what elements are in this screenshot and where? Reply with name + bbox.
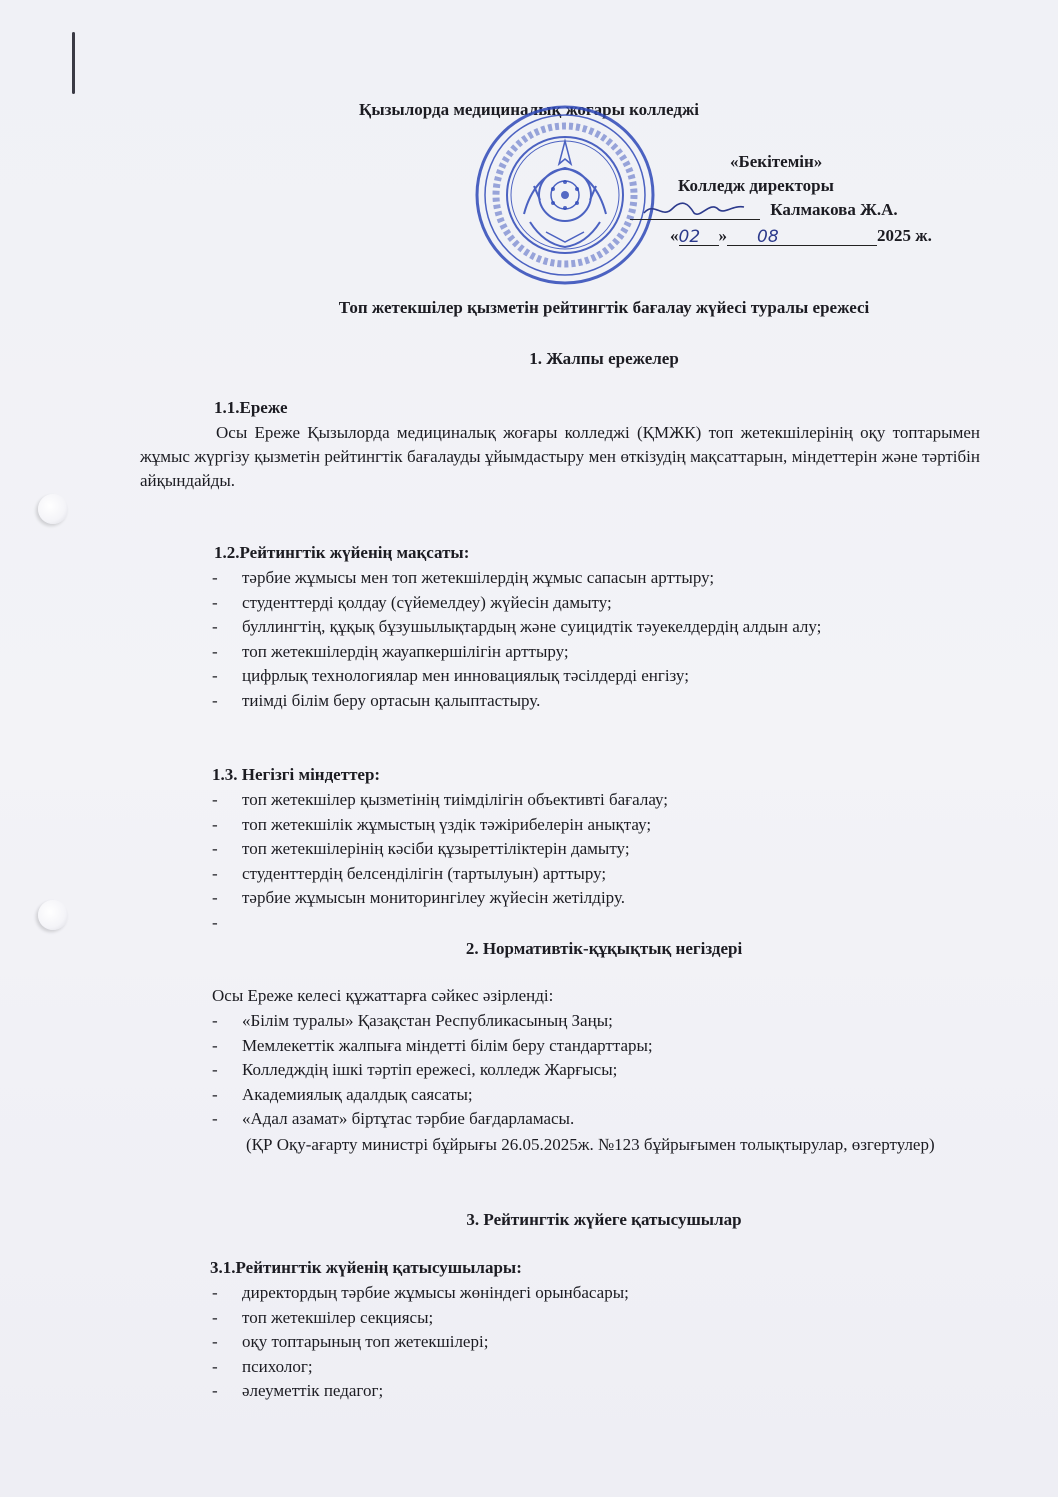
punch-hole — [38, 900, 68, 930]
section-2-note: (ҚР Оқу-ағарту министрі бұйрығы 26.05.2025ж. №123 бұйрығымен толықтырулар, өзгертулер) — [246, 1135, 935, 1154]
section-1-1-title: 1.1.Ереже — [214, 398, 288, 417]
date-day-field: 02 — [679, 227, 719, 246]
signature-icon — [640, 197, 750, 221]
approval-date: «02 » 08 2025 ж. — [670, 226, 932, 247]
list-item: - Академиялық адалдық саясаты; — [212, 1083, 653, 1108]
list-item: - оқу топтарының топ жетекшілері; — [212, 1330, 629, 1355]
approval-role: Колледж директоры — [678, 176, 834, 195]
date-month-field: 08 — [727, 227, 877, 246]
margin-mark — [72, 32, 75, 94]
list-item: - студенттерді қолдау (сүйемелдеу) жүйесін дамыту; — [212, 591, 821, 616]
section-2-list — [212, 1009, 653, 1132]
list-item: - цифрлық технологиялар мен инновациялық тәсілдерді енгізу; — [212, 664, 821, 689]
section-1-3-list — [212, 788, 668, 935]
section-1-2-title: 1.2.Рейтингтік жүйенің мақсаты: — [214, 543, 470, 562]
section-2-title: 2. Нормативтік-құқықтық негіздері — [465, 939, 743, 958]
section-3-1-list — [212, 1281, 629, 1404]
list-item: - топ жетекшілердің жауапкершілігін арттыру; — [212, 640, 821, 665]
section-1-2-list — [212, 566, 821, 713]
list-item: - топ жетекшілік жұмыстың үздік тәжірибелерін анықтау; — [212, 813, 668, 838]
official-seal-icon — [474, 104, 656, 286]
section-3-1-title: 3.1.Рейтингтік жүйенің қатысушылары: — [210, 1258, 522, 1277]
list-item: - Мемлекеттік жалпыға міндетті білім беру стандарттары; — [212, 1034, 653, 1059]
college-name: Қызылорда медициналық жоғары колледжі — [359, 100, 699, 119]
punch-hole — [38, 494, 68, 524]
list-item: - топ жетекшілер қызметінің тиімділігін объективті бағалау; — [212, 788, 668, 813]
section-1-3-title: 1.3. Негізгі міндеттер: — [212, 765, 381, 784]
list-item: - әлеуметтік педагог; — [212, 1379, 629, 1404]
list-item: - Колледждің ішкі тәртіп ережесі, колледж Жарғысы; — [212, 1058, 653, 1083]
section-1-1-text: Осы Ереже Қызылорда медициналық жоғары колледжі (ҚМЖК) топ жетекшілерінің оқу топтарымен жұмыс жүргізу қызметін рейтингтік бағалауды ұйымдастыру мен өткізудің мақсаттарын, міндеттерін және тәртібін айқындайды. — [140, 423, 980, 490]
approval-signature-line — [630, 200, 950, 220]
list-item: - тәрбие жұмысы мен топ жетекшілердің жұмыс сапасын арттыру; — [212, 566, 821, 591]
document-title: Топ жетекшілер қызметін рейтингтік бағалау жүйесі туралы ережесі — [338, 298, 870, 317]
list-item: - «Адал азамат» біртұтас тәрбие бағдарламасы. — [212, 1107, 653, 1132]
section-3-title: 3. Рейтингтік жүйеге қатысушылар — [466, 1210, 742, 1229]
list-item: - тәрбие жұмысын мониторингілеу жүйесін жетілдіру. — [212, 886, 668, 911]
list-item: - буллингтің, құқық бұзушылықтардың және суицидтік тәуекелдердің алдын алу; — [212, 615, 821, 640]
list-item: - психолог; — [212, 1355, 629, 1380]
list-item: - топ жетекшілерінің кәсіби құзыреттіліктерін дамыту; — [212, 837, 668, 862]
list-item — [212, 911, 668, 936]
signature-line — [630, 201, 760, 220]
list-item: - топ жетекшілер секциясы; — [212, 1306, 629, 1331]
list-item: - студенттердің белсенділігін (тартылуын) арттыру; — [212, 862, 668, 887]
director-name: Калмакова Ж.А. — [770, 200, 898, 219]
list-item: - директордың тәрбие жұмысы жөніндегі орынбасары; — [212, 1281, 629, 1306]
section-2-intro: Осы Ереже келесі құжаттарға сәйкес әзірленді: — [212, 986, 554, 1005]
approval-year: 2025 ж. — [877, 226, 932, 245]
section-1-title: 1. Жалпы ережелер — [529, 349, 679, 368]
list-item: - «Білім туралы» Қазақстан Республикасының Заңы; — [212, 1009, 653, 1034]
list-item: - тиімді білім беру ортасын қалыптастыру. — [212, 689, 821, 714]
approval-title: «Бекітемін» — [730, 152, 823, 171]
